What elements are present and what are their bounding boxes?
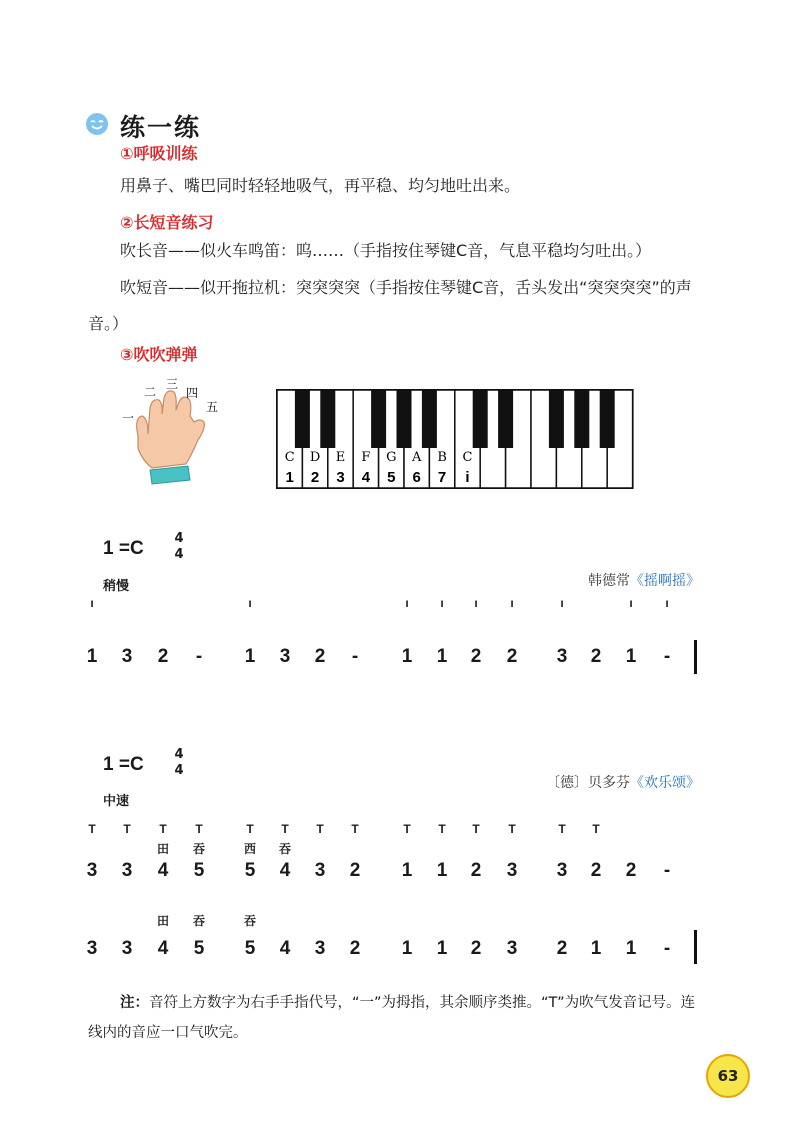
note: -	[351, 646, 359, 667]
breath-mark: T	[123, 822, 131, 836]
note: 4	[279, 938, 291, 959]
breath-mark: T	[246, 822, 254, 836]
note: -	[663, 646, 671, 667]
note: 4	[279, 860, 291, 881]
finger-label-3: 三	[166, 378, 179, 391]
exercise-1-text: 用鼻子、嘴巴同时轻轻地吸气，再平稳、均匀地吐出来。	[120, 176, 521, 195]
score1-composer: 韩德常	[588, 573, 630, 589]
breath-mark: T	[472, 822, 480, 836]
score1-key-signature: 1 =C	[103, 538, 144, 559]
note: 3	[314, 860, 326, 881]
note: -	[663, 860, 671, 881]
key-letter-label: B	[437, 450, 447, 465]
note: 2	[349, 938, 361, 959]
finger-mark: ı	[474, 596, 478, 610]
key-number-label: 2	[310, 469, 320, 486]
finger-mark: ı	[90, 596, 94, 610]
note: 2	[590, 646, 602, 667]
note: 3	[279, 646, 291, 667]
exercise-2-heading: ②长短音练习	[120, 213, 214, 232]
finger-label-5: 五	[206, 400, 219, 414]
key-number-label: 5	[387, 469, 396, 486]
finger-mark: 西	[243, 842, 256, 856]
note: 1	[590, 938, 602, 959]
note: 2	[470, 646, 482, 667]
short-tone-text: 吹短音——似开拖拉机：突突突突（手指按住琴键C音，舌头发出“突突突突”的声音。）	[88, 278, 692, 333]
exercise-1-heading: ①呼吸训练	[120, 144, 198, 163]
note: 2	[556, 938, 568, 959]
note: 3	[506, 938, 518, 959]
hand-illustration	[112, 378, 222, 496]
finger-label-1: 一	[122, 411, 135, 425]
note: 5	[193, 938, 205, 959]
finger-mark: 吞	[192, 914, 205, 928]
note: 2	[506, 646, 518, 667]
note: 1	[436, 938, 448, 959]
finger-label-2: 二	[144, 385, 157, 399]
finger-mark: ı	[629, 596, 633, 610]
note: 1	[401, 860, 413, 881]
page-number: 63	[706, 1054, 750, 1098]
finger-mark: 田	[156, 842, 169, 856]
key-number-label: 3	[336, 469, 345, 486]
note: 2	[470, 860, 482, 881]
black-key	[473, 390, 488, 448]
key-number-label: i	[465, 469, 470, 486]
breath-mark: T	[592, 822, 600, 836]
black-key	[574, 390, 589, 448]
breath-mark: T	[403, 822, 411, 836]
finger-label-4: 四	[186, 386, 199, 400]
black-key	[397, 390, 412, 448]
score1-work-title: 《摇啊摇》	[630, 573, 700, 589]
black-key	[549, 390, 564, 448]
note: 3	[121, 938, 133, 959]
finger-mark: ı	[665, 596, 669, 610]
black-key	[295, 390, 310, 448]
black-key	[498, 390, 513, 448]
key-letter-label: C	[284, 450, 295, 465]
note: -	[195, 646, 203, 667]
note: 2	[590, 860, 602, 881]
piano-keyboard	[276, 388, 634, 492]
score1-meter-top: 4	[174, 531, 184, 546]
breath-mark: T	[281, 822, 289, 836]
note: 1	[436, 860, 448, 881]
score1-tempo: 稍慢	[103, 579, 130, 594]
footnote-label: 注：	[120, 995, 149, 1011]
note: 2	[470, 938, 482, 959]
score2-credit	[546, 772, 700, 792]
finger-mark: 吞	[278, 842, 291, 856]
score2-meter-top: 4	[174, 747, 184, 762]
note: 1	[625, 938, 637, 959]
breath-mark: T	[508, 822, 516, 836]
score1-credit	[588, 570, 700, 590]
note: 2	[157, 646, 169, 667]
note: 3	[86, 938, 98, 959]
breath-mark: T	[558, 822, 566, 836]
section-title: 练一练	[120, 113, 202, 142]
note: 3	[121, 646, 133, 667]
note: 1	[401, 938, 413, 959]
finger-mark: 田	[156, 914, 169, 928]
score1-meter-bottom: 4	[174, 547, 184, 562]
key-letter-label: D	[309, 450, 321, 465]
key-number-label: 1	[285, 469, 294, 486]
score2-key-signature: 1 =C	[103, 754, 144, 775]
black-key	[371, 390, 386, 448]
finger-mark: 吞	[243, 914, 256, 928]
note: 5	[193, 860, 205, 881]
breath-mark: T	[351, 822, 359, 836]
score1-final-barline	[694, 640, 697, 674]
note: 4	[157, 860, 169, 881]
finger-mark: ı	[510, 596, 514, 610]
key-number-label: 7	[437, 469, 447, 486]
score2-final-barline	[694, 930, 697, 964]
note: 2	[314, 646, 326, 667]
note: 1	[244, 646, 256, 667]
note: 1	[86, 646, 98, 667]
finger-mark: ı	[440, 596, 444, 610]
note: 3	[506, 860, 518, 881]
breath-mark: T	[159, 822, 167, 836]
note: 3	[121, 860, 133, 881]
exercise-3-heading: ③吹吹弹弹	[120, 345, 198, 364]
note: 1	[401, 646, 413, 667]
breath-mark: T	[316, 822, 324, 836]
finger-mark: ı	[560, 596, 564, 610]
black-key	[422, 390, 437, 448]
finger-mark: 吞	[192, 842, 205, 856]
note: 1	[625, 646, 637, 667]
key-letter-label: F	[361, 450, 371, 465]
footnote	[88, 988, 708, 1048]
note: -	[663, 938, 671, 959]
note: 1	[436, 646, 448, 667]
note: 3	[314, 938, 326, 959]
smiley-face-icon	[85, 112, 109, 136]
score2-composer: 〔德〕贝多芬	[546, 775, 630, 791]
footnote-text: 音符上方数字为右手手指代号，“一”为拇指，其余顺序类推。“T”为吹气发音记号。连线内的音应一口气吹完。	[88, 995, 696, 1041]
black-key	[320, 390, 335, 448]
key-letter-label: A	[412, 450, 422, 465]
breath-mark: T	[195, 822, 203, 836]
note: 3	[556, 860, 568, 881]
note: 2	[625, 860, 637, 881]
key-letter-label: C	[462, 450, 473, 465]
key-letter-label: G	[386, 450, 397, 465]
note: 4	[157, 938, 169, 959]
note: 3	[86, 860, 98, 881]
note: 3	[556, 646, 568, 667]
note: 5	[244, 938, 256, 959]
key-letter-label: E	[335, 450, 346, 465]
long-tone-text: 吹长音——似火车鸣笛：呜……（手指按住琴键C音，气息平稳均匀吐出。）	[120, 241, 652, 260]
score2-tempo: 中速	[103, 794, 130, 809]
finger-mark: ı	[248, 596, 252, 610]
score2-meter-bottom: 4	[174, 763, 184, 778]
breath-mark: T	[88, 822, 96, 836]
breath-mark: T	[438, 822, 446, 836]
black-key	[600, 390, 615, 448]
key-number-label: 6	[412, 469, 421, 486]
finger-mark: ı	[405, 596, 409, 610]
note: 5	[244, 860, 256, 881]
note: 2	[349, 860, 361, 881]
score2-work-title: 《欢乐颂》	[630, 775, 700, 791]
key-number-label: 4	[361, 469, 371, 486]
